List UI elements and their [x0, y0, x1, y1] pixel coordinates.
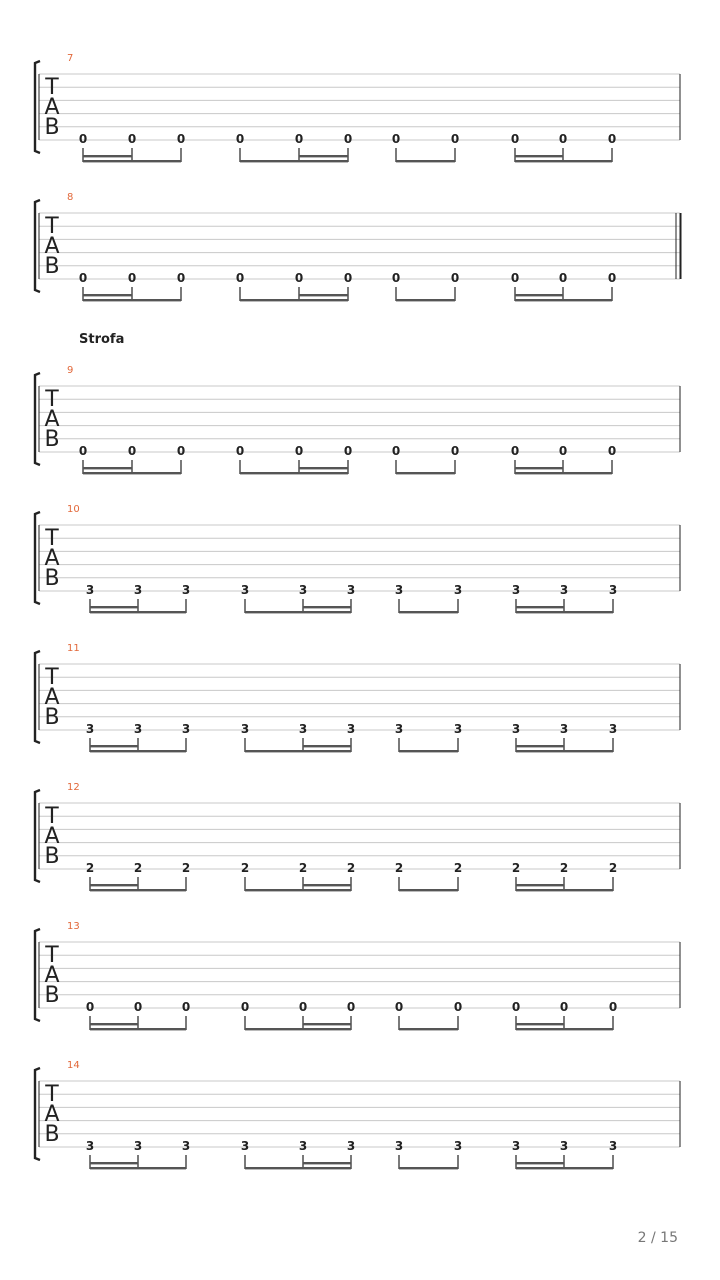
fret-number: 0: [608, 1000, 618, 1014]
fret-number: 0: [607, 444, 617, 458]
fret-number: 0: [235, 271, 245, 285]
beam-secondary: [516, 884, 564, 886]
beam-primary: [90, 611, 186, 613]
measure-number: 8: [67, 192, 74, 203]
beam-primary: [516, 1167, 613, 1169]
fret-number: 0: [133, 1000, 143, 1014]
beam-primary: [240, 160, 348, 162]
tab-clef-letter-a: A: [44, 234, 60, 259]
measure-number: 13: [67, 921, 80, 932]
tab-system-14: [35, 1060, 680, 1169]
beam-primary: [399, 611, 458, 613]
tab-clef-letter-b: B: [44, 115, 60, 140]
fret-number: 0: [391, 444, 401, 458]
tab-clef-letter-t: T: [45, 1082, 59, 1107]
beam-secondary: [90, 1162, 138, 1164]
tab-clef-letter-t: T: [45, 387, 59, 412]
beam-primary: [240, 472, 348, 474]
fret-number: 3: [240, 722, 250, 736]
tab-clef-letter-a: A: [44, 685, 60, 710]
beam-primary: [245, 1028, 351, 1030]
fret-number: 0: [235, 444, 245, 458]
fret-number: 3: [608, 1139, 618, 1153]
beam-secondary: [516, 1023, 564, 1025]
fret-number: 0: [391, 271, 401, 285]
tab-clef-letter-t: T: [45, 804, 59, 829]
fret-number: 3: [240, 1139, 250, 1153]
tab-clef-letter-a: A: [44, 546, 60, 571]
beam-primary: [83, 299, 181, 301]
tab-system-13: [35, 921, 680, 1030]
fret-number: 3: [511, 1139, 521, 1153]
fret-number: 3: [453, 1139, 463, 1153]
fret-number: 0: [181, 1000, 191, 1014]
fret-number: 2: [453, 861, 463, 875]
fret-number: 0: [558, 444, 568, 458]
tab-system-10: [35, 504, 680, 613]
tab-clef-letter-b: B: [44, 705, 60, 730]
tab-clef-letter-a: A: [44, 95, 60, 120]
fret-number: 3: [298, 583, 308, 597]
fret-number: 0: [294, 444, 304, 458]
tab-clef-letter-a: A: [44, 1102, 60, 1127]
fret-number: 3: [394, 583, 404, 597]
tab-clef-letter-b: B: [44, 566, 60, 591]
tab-clef-letter-b: B: [44, 427, 60, 452]
beam-primary: [396, 160, 455, 162]
fret-number: 3: [511, 722, 521, 736]
beam-secondary: [516, 606, 564, 608]
fret-number: 0: [298, 1000, 308, 1014]
fret-number: 0: [607, 132, 617, 146]
fret-number: 2: [85, 861, 95, 875]
tab-clef-letter-t: T: [45, 214, 59, 239]
fret-number: 3: [346, 722, 356, 736]
beam-primary: [515, 472, 612, 474]
beam-secondary: [515, 155, 563, 157]
fret-number: 3: [559, 583, 569, 597]
beam-primary: [399, 1167, 458, 1169]
fret-number: 3: [559, 1139, 569, 1153]
fret-number: 0: [78, 444, 88, 458]
fret-number: 3: [346, 583, 356, 597]
fret-number: 0: [294, 132, 304, 146]
beam-primary: [245, 611, 351, 613]
tab-clef-letter-a: A: [44, 963, 60, 988]
tab-system-8: [35, 192, 681, 301]
tab-clef-letter-b: B: [44, 844, 60, 869]
fret-number: 3: [133, 722, 143, 736]
beam-secondary: [83, 155, 132, 157]
beam-secondary: [303, 1162, 351, 1164]
beam-secondary: [515, 294, 563, 296]
fret-number: 3: [298, 722, 308, 736]
beam-primary: [240, 299, 348, 301]
fret-number: 3: [181, 1139, 191, 1153]
beam-primary: [90, 1167, 186, 1169]
beam-primary: [399, 889, 458, 891]
beam-secondary: [516, 745, 564, 747]
beam-primary: [399, 1028, 458, 1030]
beam-secondary: [299, 467, 348, 469]
fret-number: 3: [559, 722, 569, 736]
tab-clef-letter-a: A: [44, 824, 60, 849]
fret-number: 3: [453, 583, 463, 597]
beam-primary: [516, 889, 613, 891]
fret-number: 3: [85, 1139, 95, 1153]
beam-primary: [90, 889, 186, 891]
tab-clef-letter-b: B: [44, 1122, 60, 1147]
fret-number: 0: [450, 444, 460, 458]
tab-clef-letter-b: B: [44, 254, 60, 279]
beam-primary: [396, 472, 455, 474]
fret-number: 3: [240, 583, 250, 597]
beam-primary: [515, 299, 612, 301]
fret-number: 2: [298, 861, 308, 875]
fret-number: 2: [608, 861, 618, 875]
fret-number: 0: [176, 132, 186, 146]
fret-number: 0: [511, 1000, 521, 1014]
measure-number: 7: [67, 53, 74, 64]
beam-secondary: [299, 294, 348, 296]
fret-number: 0: [294, 271, 304, 285]
tab-clef-letter-a: A: [44, 407, 60, 432]
measure-number: 14: [67, 1060, 80, 1071]
tab-clef-letter-b: B: [44, 983, 60, 1008]
beam-primary: [516, 611, 613, 613]
beam-primary: [90, 1028, 186, 1030]
fret-number: 2: [511, 861, 521, 875]
measure-number: 9: [67, 365, 74, 376]
tab-system-12: [35, 782, 680, 891]
fret-number: 0: [346, 1000, 356, 1014]
fret-number: 3: [133, 583, 143, 597]
beam-secondary: [90, 884, 138, 886]
fret-number: 0: [558, 132, 568, 146]
tab-system-7: [35, 53, 680, 162]
fret-number: 0: [176, 444, 186, 458]
fret-number: 0: [391, 132, 401, 146]
fret-number: 2: [559, 861, 569, 875]
tab-clef-letter-t: T: [45, 526, 59, 551]
fret-number: 0: [240, 1000, 250, 1014]
beam-secondary: [90, 1023, 138, 1025]
fret-number: 2: [394, 861, 404, 875]
tab-system-9: [35, 365, 680, 474]
fret-number: 0: [559, 1000, 569, 1014]
beam-primary: [245, 1167, 351, 1169]
beam-secondary: [90, 606, 138, 608]
beam-secondary: [83, 294, 132, 296]
fret-number: 3: [181, 583, 191, 597]
fret-number: 0: [78, 271, 88, 285]
beam-secondary: [299, 155, 348, 157]
page-number: 2 / 15: [637, 1230, 678, 1246]
fret-number: 0: [343, 444, 353, 458]
fret-number: 3: [181, 722, 191, 736]
section-label-strofa: Strofa: [79, 332, 125, 347]
beam-secondary: [515, 467, 563, 469]
fret-number: 0: [394, 1000, 404, 1014]
fret-number: 0: [558, 271, 568, 285]
tab-clef-letter-t: T: [45, 665, 59, 690]
tab-system-11: [35, 643, 680, 752]
fret-number: 2: [181, 861, 191, 875]
fret-number: 3: [298, 1139, 308, 1153]
fret-number: 3: [85, 583, 95, 597]
fret-number: 0: [510, 444, 520, 458]
fret-number: 3: [394, 722, 404, 736]
beam-secondary: [516, 1162, 564, 1164]
beam-secondary: [90, 745, 138, 747]
fret-number: 3: [608, 583, 618, 597]
tab-clef-letter-t: T: [45, 943, 59, 968]
fret-number: 3: [608, 722, 618, 736]
fret-number: 0: [453, 1000, 463, 1014]
fret-number: 0: [450, 132, 460, 146]
tab-clef-letter-t: T: [45, 75, 59, 100]
beam-secondary: [83, 467, 132, 469]
measure-number: 12: [67, 782, 80, 793]
beam-secondary: [303, 745, 351, 747]
fret-number: 3: [453, 722, 463, 736]
fret-number: 0: [176, 271, 186, 285]
fret-number: 3: [85, 722, 95, 736]
measure-number: 10: [67, 504, 80, 515]
fret-number: 3: [133, 1139, 143, 1153]
fret-number: 2: [240, 861, 250, 875]
fret-number: 0: [450, 271, 460, 285]
fret-number: 0: [343, 132, 353, 146]
beam-secondary: [303, 884, 351, 886]
beam-primary: [516, 1028, 613, 1030]
fret-number: 0: [235, 132, 245, 146]
fret-number: 3: [394, 1139, 404, 1153]
fret-number: 2: [346, 861, 356, 875]
beam-primary: [516, 750, 613, 752]
fret-number: 0: [510, 132, 520, 146]
beam-primary: [245, 750, 351, 752]
measure-number: 11: [67, 643, 80, 654]
beam-primary: [515, 160, 612, 162]
fret-number: 0: [78, 132, 88, 146]
beam-primary: [83, 472, 181, 474]
beam-primary: [90, 750, 186, 752]
fret-number: 0: [127, 444, 137, 458]
beam-primary: [245, 889, 351, 891]
beam-primary: [83, 160, 181, 162]
beam-primary: [399, 750, 458, 752]
fret-number: 0: [607, 271, 617, 285]
fret-number: 0: [510, 271, 520, 285]
beam-secondary: [303, 606, 351, 608]
fret-number: 0: [85, 1000, 95, 1014]
fret-number: 0: [127, 271, 137, 285]
beam-secondary: [303, 1023, 351, 1025]
fret-number: 0: [127, 132, 137, 146]
fret-number: 2: [133, 861, 143, 875]
fret-number: 3: [511, 583, 521, 597]
fret-number: 0: [343, 271, 353, 285]
beam-primary: [396, 299, 455, 301]
fret-number: 3: [346, 1139, 356, 1153]
